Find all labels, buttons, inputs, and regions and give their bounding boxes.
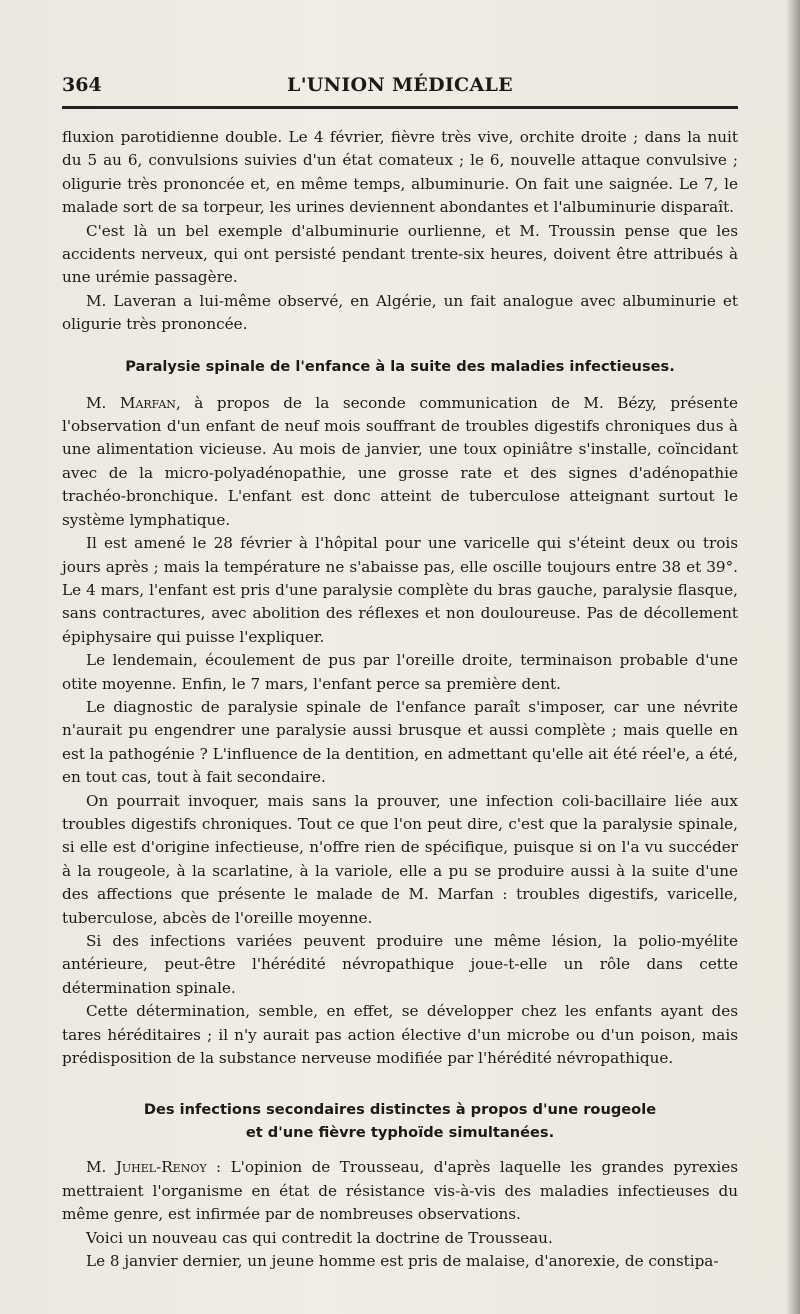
- paragraph: On pourrait invoquer, mais sans la prouver, une infection coli-bacillaire liée aux troubles digestifs chroniques. Tout ce que l'on peut dire, c'est que la paralysie spinale, si elle est d'origine infectieuse, n'offre rien de spécifique, puisque si on l'a vu succéder à la rougeole, à la scarlatine, à la variole, elle a pu se produire aussi à la suite d'une des affections que présente le malade de M. Marfan : troubles digestifs, varicelle, tuberculose, abcès de l'oreille moyenne.: [62, 791, 738, 927]
- paragraph: [62, 392, 738, 532]
- paragraph-text: , à propos de la seconde communication de M. Bézy, présente l'observation d'un enfant de neuf mois souffrant de troubles digestifs chroniques dus à une alimentation vicieuse. Au mois de janvier, une toux opiniâtre s'installe, coïncidant avec de la micro-polyadénopathie, une grosse rate et des signes d'adénopathie trachéo-bronchique. L'enfant est donc atteint de tuberculose atteignant surtout le système lymphatique.: [62, 393, 739, 529]
- section-title-infections: [62, 1098, 738, 1144]
- section-title-line: Des infections secondaires distinctes à propos d'une rougeole: [143, 1101, 657, 1119]
- paragraph: fluxion parotidienne double. Le 4 février, fièvre très vive, orchite droite ; dans la nuit du 5 au 6, convulsions suivies d'un état comateux ; le 6, nouvelle attaque convulsive ; oligurie très prononcée et, en même temps, albuminurie. On fait une saignée. Le 7, le malade sort de sa torpeur, les urines deviennent abondantes et l'albuminurie disparaît.: [62, 128, 738, 217]
- paragraph: Si des infections variées peuvent produire une même lésion, la polio-myélite antérieure, peut-être l'hérédité névropathique joue-t-elle un rôle dans cette détermination spinale.: [62, 932, 738, 997]
- paragraph: Le diagnostic de paralysie spinale de l'enfance paraît s'imposer, car une névrite n'aurait pu engendrer une paralysie aussi brusque et aussi complète ; mais quelle en est la pathogénie ? L'influence de la dentition, en admettant qu'elle ait été réel'e, a été, en tout cas, tout à fait secondaire.: [62, 697, 738, 787]
- section-title-paralysie: Paralysie spinale de l'enfance à la suite des maladies infectieuses.: [125, 357, 675, 375]
- paragraph: [62, 1156, 738, 1226]
- section-title-line: et d'une fièvre typhoïde simultanées.: [245, 1124, 555, 1142]
- paragraph: Voici un nouveau cas qui contredit la doctrine de Trousseau.: [86, 1228, 553, 1247]
- paragraph: Il est amené le 28 février à l'hôpital pour une varicelle qui s'éteint deux ou trois jours après ; mais la température ne s'abaisse pas, elle oscille toujours entre 38 et 39°. Le 4 mars, l'enfant est pris d'une paralysie complète du bras gauche, paralysie flasque, sans contractures, avec abolition des réflexes et non douloureuse. Pas de décollement épiphysaire qui puisse l'expliquer.: [62, 534, 738, 646]
- running-title: L'UNION MÉDICALE: [287, 74, 513, 96]
- paragraph: Le 8 janvier dernier, un jeune homme est pris de malaise, d'anorexie, de constipa-: [86, 1252, 719, 1271]
- page-edge-shadow: [786, 0, 800, 1314]
- header-rule: [62, 106, 738, 109]
- page-header: [62, 70, 738, 110]
- paragraph: M. Laveran a lui-même observé, en Algérie, un fait analogue avec albuminurie et oligurie très prononcée.: [62, 291, 738, 334]
- paragraph: Cette détermination, semble, en effet, se développer chez les enfants ayant des tares héréditaires ; il n'y aurait pas action élective d'un microbe ou d'un poison, mais prédisposition de la substance nerveuse modifiée par l'hérédité névropathique.: [62, 1002, 738, 1068]
- speaker-name: M. Juhel-Renoy: [86, 1158, 207, 1177]
- article-body: [62, 126, 738, 1273]
- speaker-name: M. Marfan: [86, 393, 176, 412]
- paragraph-text: : L'opinion de Trousseau, d'après laquelle les grandes pyrexies mettraient l'organisme en état de résistance vis-à-vis des maladies infectieuses du même genre, est infirmée par de nombreuses observations.: [62, 1158, 738, 1224]
- paragraph: Le lendemain, écoulement de pus par l'oreille droite, terminaison probable d'une otite moyenne. Enfin, le 7 mars, l'enfant perce sa première dent.: [62, 651, 738, 693]
- paragraph: C'est là un bel exemple d'albuminurie ourlienne, et M. Troussin pense que les accidents nerveux, qui ont persisté pendant trente-six heures, doivent être attribués à une urémie passagère.: [62, 221, 738, 287]
- page-number: 364: [62, 74, 102, 96]
